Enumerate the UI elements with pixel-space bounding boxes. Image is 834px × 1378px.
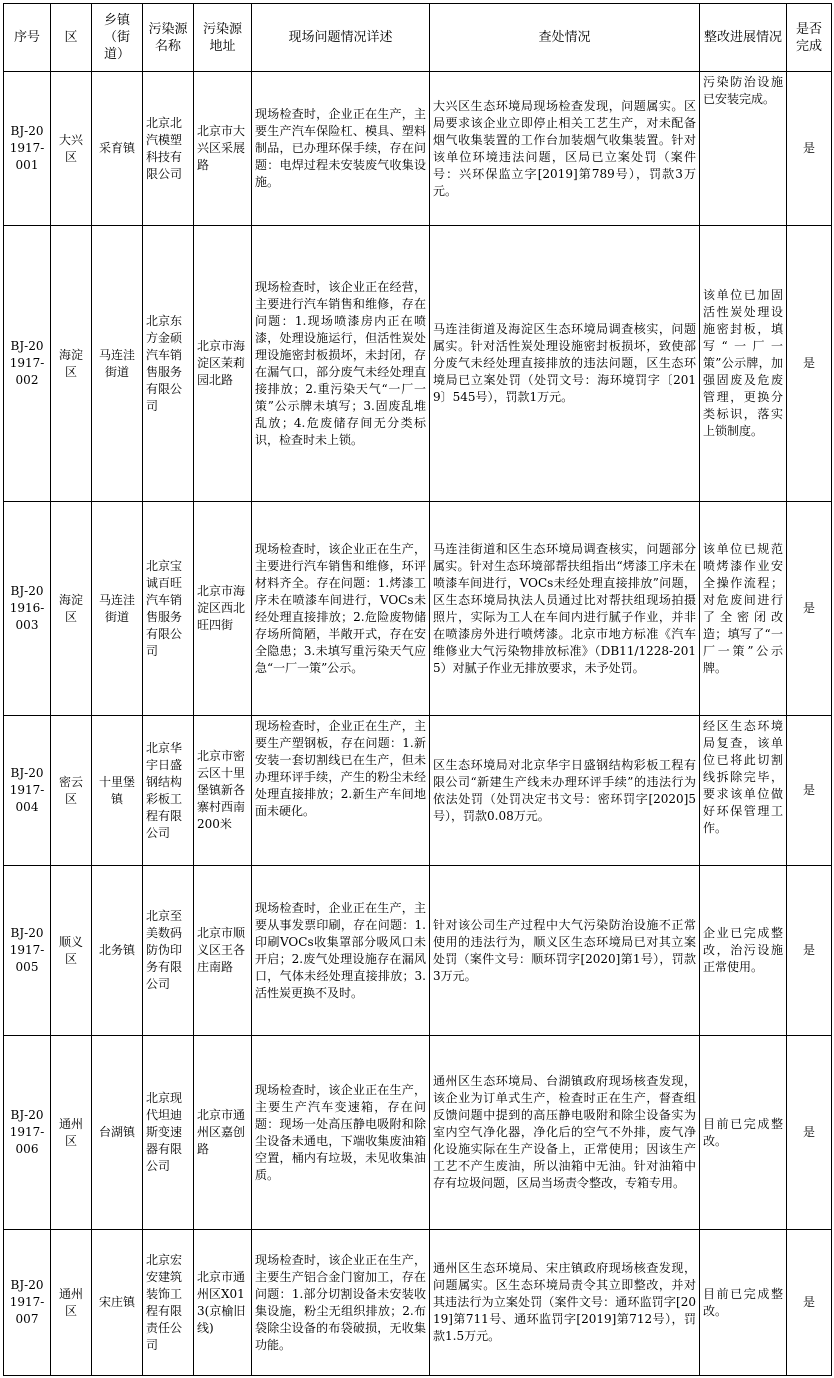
cell-district: 大兴区 [51,72,92,226]
table-row [4,1230,832,1376]
header-progress: 整改进展情况 [700,4,787,72]
cell-district: 通州区 [51,1230,92,1376]
cell-progress: 目前已完成整改。 [700,1230,787,1376]
cell-id: BJ-201917-002 [4,226,51,502]
cell-id: BJ-201917-006 [4,1036,51,1230]
cell-progress: 企业已完成整改，治污设施正常使用。 [700,866,787,1036]
header-detail: 现场问题情况详述 [252,4,430,72]
cell-done: 是 [787,502,832,716]
cell-source-address: 北京市海淀区西北旺四街 [194,502,252,716]
cell-handling: 通州区生态环境局、宋庄镇政府现场核查发现，问题属实。区生态环境局责令其立即整改，并对其违法行为立案处罚（案件文号：通环监罚字[2019]第711号、通环监罚字[2019]第712号），罚款1.5万元。 [430,1230,700,1376]
cell-done: 是 [787,716,832,866]
cell-source-name: 北京宝诚百旺汽车销售服务有限公司 [143,502,194,716]
cell-done: 是 [787,866,832,1036]
cell-detail: 现场检查时，该企业正在生产，主要生产汽车变速箱，存在问题：现场一处高压静电吸附和除尘设备未通电，下端收集废油箱空置，桶内有垃圾，未见收集油质。 [252,1036,430,1230]
header-id: 序号 [4,4,51,72]
table-row [4,72,832,226]
cell-handling: 通州区生态环境局、台湖镇政府现场核查发现，该企业为订单式生产，检查时正在生产，督查组反馈问题中提到的高压静电吸附和除尘设备实为室内空气净化器，净化后的空气不外排，废气净化设施实际在生产设备上，正常使用；因该生产工艺不产生废油，所以油箱中无油。针对油箱中存有垃圾问题，区局当场责令整改，专箱专用。 [430,1036,700,1230]
cell-id: BJ-201917-007 [4,1230,51,1376]
cell-detail: 现场检查时，企业正在生产，主要从事发票印刷，存在问题：1.印刷VOCs收集罩部分吸风口未开启；2.废气处理设施存在漏风口，气体未经处理直接排放；3.活性炭更换不及时。 [252,866,430,1036]
cell-detail: 现场检查时，该企业正在生产，主要生产铝合金门窗加工，存在问题：1.部分切割设备未安装收集设施，粉尘无组织排放；2.布袋除尘设备的布袋破损，无收集功能。 [252,1230,430,1376]
cell-source-address: 北京市密云区十里堡镇新各寨村西南200米 [194,716,252,866]
cell-town: 采育镇 [92,72,143,226]
cell-source-name: 北京宏安建筑装饰工程有限责任公司 [143,1230,194,1376]
cell-handling: 针对该公司生产过程中大气污染防治设施不正常使用的违法行为，顺义区生态环境局已对其立案处罚（案件文号：顺环罚字[2020]第1号），罚款3万元。 [430,866,700,1036]
cell-progress: 该单位已加固活性炭处理设施密封板，填写“一厂一策”公示牌，加强固废及危废管理，更换分类标识，落实上锁制度。 [700,226,787,502]
cell-done: 是 [787,72,832,226]
cell-source-name: 北京华宇日盛钢结构彩板工程有限公司 [143,716,194,866]
cell-town: 十里堡镇 [92,716,143,866]
header-handling: 查处情况 [430,4,700,72]
cell-detail: 现场检查时，企业正在生产，主要生产汽车保险杠、模具、塑料制品，已办理环保手续，存在问题：电焊过程未安装废气收集设施。 [252,72,430,226]
cell-progress: 该单位已规范喷烤漆作业安全操作流程；对危废间进行了全密闭改造；填写了“一厂一策”公示牌。 [700,502,787,716]
cell-progress: 经区生态环境局复查，该单位已将此切割线拆除完毕，要求该单位做好环保管理工作。 [700,716,787,866]
cell-source-address: 北京市顺义区王各庄南路 [194,866,252,1036]
cell-id: BJ-201917-001 [4,72,51,226]
cell-done: 是 [787,1230,832,1376]
cell-progress: 污染防治设施已安装完成。 [700,72,787,226]
cell-done: 是 [787,226,832,502]
cell-handling: 马连洼街道及海淀区生态环境局调查核实，问题属实。针对活性炭处理设施密封板损坏，致使部分废气未经处理直接排放的违法问题，区生态环境局已立案处罚（处罚文号：海环境罚字〔2019〕545号），罚款1万元。 [430,226,700,502]
table-row [4,226,832,502]
header-source-address: 污染源地址 [194,4,252,72]
table-row [4,502,832,716]
cell-district: 顺义区 [51,866,92,1036]
table-row [4,716,832,866]
cell-source-name: 北京北汽模塑科技有限公司 [143,72,194,226]
cell-id: BJ-201916-003 [4,502,51,716]
cell-progress: 目前已完成整改。 [700,1036,787,1230]
cell-district: 海淀区 [51,502,92,716]
cell-handling: 马连洼街道和区生态环境局调查核实，问题部分属实。针对生态环境部帮扶组指出“烤漆工序未在喷漆车间进行，VOCs未经处理直接排放”问题，区生态环境局执法人员通过比对帮扶组现场拍摄照片，实际为工人在车间内进行腻子作业，并非在喷漆房外进行喷烤漆。北京市地方标准《汽车维修业大气污染物排放标准》（DB11/1228-2015）对腻子作业无排放要求，未予处罚。 [430,502,700,716]
cell-source-name: 北京至美数码防伪印务有限公司 [143,866,194,1036]
cell-detail: 现场检查时，企业正在生产，主要生产塑钢板，存在问题：1.新安装一套切割线已在生产，但未办理环评手续，产生的粉尘未经处理直接排放；2.新生产车间地面未硬化。 [252,716,430,866]
cell-town: 马连洼街道 [92,226,143,502]
header-town: 乡镇（街道） [92,4,143,72]
header-done: 是否完成 [787,4,832,72]
cell-district: 密云区 [51,716,92,866]
table-row [4,866,832,1036]
header-source-name: 污染源名称 [143,4,194,72]
cell-district: 海淀区 [51,226,92,502]
table-row [4,1036,832,1230]
inspection-table [3,3,832,1376]
cell-source-address: 北京市通州区嘉创路 [194,1036,252,1230]
cell-source-address: 北京市海淀区茉莉园北路 [194,226,252,502]
cell-town: 宋庄镇 [92,1230,143,1376]
cell-id: BJ-201917-005 [4,866,51,1036]
cell-detail: 现场检查时，该企业正在经营，主要进行汽车销售和维修，存在问题：1.现场喷漆房内正在喷漆，处理设施运行，但活性炭处理设施密封板损坏，未封闭，存在漏气口，部分废气未经处理直接排放；2.重污染天气“一厂一策”公示牌未填写；3.固废乱堆乱放；4.危废储存间无分类标识，检查时未上锁。 [252,226,430,502]
cell-town: 台湖镇 [92,1036,143,1230]
cell-source-name: 北京东方金硕汽车销售服务有限公司 [143,226,194,502]
cell-id: BJ-201917-004 [4,716,51,866]
header-district: 区 [51,4,92,72]
cell-town: 马连洼街道 [92,502,143,716]
cell-handling: 区生态环境局对北京华宇日盛钢结构彩板工程有限公司“新建生产线未办理环评手续”的违法行为依法处罚（处罚决定书文号：密环罚字[2020]5号），罚款0.08万元。 [430,716,700,866]
cell-town: 北务镇 [92,866,143,1036]
header-row [4,4,832,72]
cell-district: 通州区 [51,1036,92,1230]
cell-source-address: 北京市大兴区采展路 [194,72,252,226]
cell-handling: 大兴区生态环境局现场检查发现，问题属实。区局要求该企业立即停止相关工艺生产，对未配备烟气收集装置的工作台加装烟气收集装置。针对该单位环境违法问题，区局已立案处罚（案件号：兴环保监立字[2019]第789号），罚款3万元。 [430,72,700,226]
cell-detail: 现场检查时，该企业正在生产，主要进行汽车销售和维修，环评材料齐全。存在问题：1.烤漆工序未在喷漆车间进行，VOCs未经处理直接排放；2.危险废物储存场所简陋，半敞开式，存在安全隐患；3.未填写重污染天气应急“一厂一策”公示。 [252,502,430,716]
cell-source-address: 北京市通州区X013(京榆旧线) [194,1230,252,1376]
cell-source-name: 北京现代坦迪斯变速器有限公司 [143,1036,194,1230]
cell-done: 是 [787,1036,832,1230]
